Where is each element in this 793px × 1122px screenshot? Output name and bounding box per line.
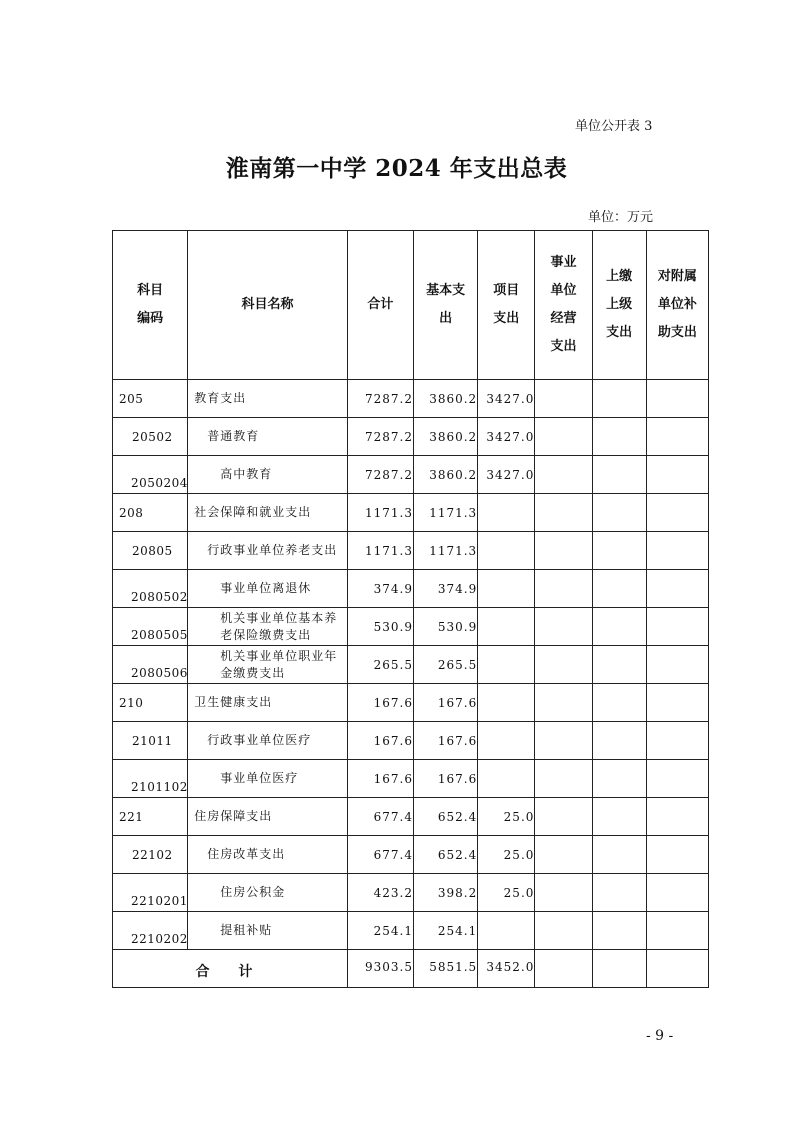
- row-project: [478, 570, 535, 608]
- row-upper: [592, 418, 646, 456]
- row-business: [535, 456, 592, 494]
- row-code: 2210202: [113, 912, 188, 950]
- table-row: [113, 570, 709, 608]
- row-total: 1171.3: [347, 532, 413, 570]
- header-total: [347, 231, 413, 380]
- row-business: [535, 494, 592, 532]
- header-business-line: 经营: [550, 311, 577, 326]
- row-code: 2050204: [113, 456, 188, 494]
- row-total: 530.9: [347, 608, 413, 646]
- row-basic: 652.4: [414, 798, 478, 836]
- row-upper: [592, 456, 646, 494]
- row-project: 25.0: [478, 798, 535, 836]
- row-project: [478, 608, 535, 646]
- row-upper: [592, 836, 646, 874]
- row-subsidy: [646, 722, 708, 760]
- row-code: 221: [113, 798, 188, 836]
- table-row: [113, 836, 709, 874]
- header-business-line: 事业: [550, 255, 577, 270]
- total-label: 合 计: [113, 950, 348, 988]
- header-code: [113, 231, 188, 380]
- row-code: 2210201: [113, 874, 188, 912]
- row-upper: [592, 874, 646, 912]
- row-subsidy: [646, 874, 708, 912]
- row-name: 提租补贴: [188, 912, 348, 950]
- total-upper: [592, 950, 646, 988]
- table-row: [113, 380, 709, 418]
- row-basic: 167.6: [414, 722, 478, 760]
- row-total: 254.1: [347, 912, 413, 950]
- header-name-line: 科目名称: [241, 297, 294, 312]
- total-total: 9303.5: [347, 950, 413, 988]
- row-subsidy: [646, 836, 708, 874]
- total-basic: 5851.5: [414, 950, 478, 988]
- table-row: [113, 608, 709, 646]
- row-subsidy: [646, 608, 708, 646]
- row-total: 1171.3: [347, 494, 413, 532]
- total-business: [535, 950, 592, 988]
- row-basic: 1171.3: [414, 494, 478, 532]
- row-total: 7287.2: [347, 418, 413, 456]
- row-business: [535, 760, 592, 798]
- expenditure-table: [112, 230, 709, 988]
- row-business: [535, 418, 592, 456]
- row-basic: 3860.2: [414, 380, 478, 418]
- row-total: 7287.2: [347, 380, 413, 418]
- row-basic: 374.9: [414, 570, 478, 608]
- row-upper: [592, 646, 646, 684]
- row-project: 25.0: [478, 836, 535, 874]
- header-project-line: 支出: [493, 311, 520, 326]
- header-basic-line: 出: [439, 311, 453, 326]
- row-name: 卫生健康支出: [188, 684, 348, 722]
- row-code: 210: [113, 684, 188, 722]
- row-total: 265.5: [347, 646, 413, 684]
- row-code: 2080505: [113, 608, 188, 646]
- row-basic: 652.4: [414, 836, 478, 874]
- row-subsidy: [646, 494, 708, 532]
- row-business: [535, 874, 592, 912]
- row-upper: [592, 684, 646, 722]
- row-code: 21011: [113, 722, 188, 760]
- row-name: 住房改革支出: [188, 836, 348, 874]
- header-business-line: 单位: [550, 283, 577, 298]
- header-subsidy: [646, 231, 708, 380]
- row-subsidy: [646, 532, 708, 570]
- row-subsidy: [646, 646, 708, 684]
- row-basic: 530.9: [414, 608, 478, 646]
- row-upper: [592, 608, 646, 646]
- header-project: [478, 231, 535, 380]
- table-row: [113, 646, 709, 684]
- total-row: [113, 950, 709, 988]
- row-name: 事业单位医疗: [188, 760, 348, 798]
- table-row: [113, 798, 709, 836]
- row-subsidy: [646, 418, 708, 456]
- header-upper-line: 上级: [606, 297, 633, 312]
- row-name: 行政事业单位养老支出: [188, 532, 348, 570]
- row-basic: 167.6: [414, 684, 478, 722]
- row-code: 2101102: [113, 760, 188, 798]
- row-name: 住房公积金: [188, 874, 348, 912]
- row-name: 社会保障和就业支出: [188, 494, 348, 532]
- page-number: - 9 -: [646, 1028, 674, 1044]
- row-project: 25.0: [478, 874, 535, 912]
- row-upper: [592, 798, 646, 836]
- row-business: [535, 912, 592, 950]
- row-total: 7287.2: [347, 456, 413, 494]
- header-code-line: 科目: [137, 283, 164, 298]
- header-total-line: 合计: [367, 297, 394, 312]
- row-business: [535, 380, 592, 418]
- row-name: 住房保障支出: [188, 798, 348, 836]
- row-name: 机关事业单位基本养老保险缴费支出: [188, 608, 348, 646]
- table-row: [113, 494, 709, 532]
- row-code: 2080502: [113, 570, 188, 608]
- row-name: 普通教育: [188, 418, 348, 456]
- row-project: [478, 722, 535, 760]
- row-project: 3427.0: [478, 456, 535, 494]
- row-name: 高中教育: [188, 456, 348, 494]
- row-code: 22102: [113, 836, 188, 874]
- header-business: [535, 231, 592, 380]
- row-total: 167.6: [347, 722, 413, 760]
- row-subsidy: [646, 912, 708, 950]
- header-upper: [592, 231, 646, 380]
- row-upper: [592, 722, 646, 760]
- row-subsidy: [646, 456, 708, 494]
- row-project: [478, 760, 535, 798]
- row-basic: 254.1: [414, 912, 478, 950]
- row-business: [535, 570, 592, 608]
- row-business: [535, 646, 592, 684]
- row-name: 行政事业单位医疗: [188, 722, 348, 760]
- row-basic: 398.2: [414, 874, 478, 912]
- row-code: 20502: [113, 418, 188, 456]
- row-total: 677.4: [347, 798, 413, 836]
- row-basic: 265.5: [414, 646, 478, 684]
- row-upper: [592, 380, 646, 418]
- row-project: [478, 532, 535, 570]
- row-basic: 1171.3: [414, 532, 478, 570]
- row-project: 3427.0: [478, 418, 535, 456]
- row-total: 167.6: [347, 684, 413, 722]
- table-row: [113, 456, 709, 494]
- row-project: [478, 684, 535, 722]
- row-subsidy: [646, 760, 708, 798]
- row-business: [535, 684, 592, 722]
- unit-label: 单位：万元: [588, 210, 654, 225]
- row-project: 3427.0: [478, 380, 535, 418]
- row-project: [478, 912, 535, 950]
- row-total: 423.2: [347, 874, 413, 912]
- row-code: 205: [113, 380, 188, 418]
- row-business: [535, 722, 592, 760]
- table-row: [113, 912, 709, 950]
- row-subsidy: [646, 684, 708, 722]
- header-subsidy-line: 对附属: [657, 269, 697, 284]
- row-basic: 3860.2: [414, 456, 478, 494]
- row-total: 677.4: [347, 836, 413, 874]
- row-project: [478, 646, 535, 684]
- row-upper: [592, 570, 646, 608]
- row-basic: 167.6: [414, 760, 478, 798]
- row-upper: [592, 912, 646, 950]
- table-row: [113, 760, 709, 798]
- table-row: [113, 684, 709, 722]
- row-subsidy: [646, 798, 708, 836]
- header-upper-line: 上缴: [606, 269, 633, 284]
- row-code: 208: [113, 494, 188, 532]
- table-row: [113, 532, 709, 570]
- row-name: 事业单位离退休: [188, 570, 348, 608]
- header-upper-line: 支出: [606, 325, 633, 340]
- page-title: 淮南第一中学 2024 年支出总表: [225, 155, 568, 182]
- row-total: 374.9: [347, 570, 413, 608]
- row-business: [535, 532, 592, 570]
- row-total: 167.6: [347, 760, 413, 798]
- table-body: [113, 380, 709, 950]
- header-basic: [414, 231, 478, 380]
- row-subsidy: [646, 380, 708, 418]
- total-project: 3452.0: [478, 950, 535, 988]
- header-subsidy-line: 助支出: [657, 325, 697, 340]
- form-label: 单位公开表 3: [575, 119, 653, 134]
- row-business: [535, 798, 592, 836]
- header-code-line: 编码: [137, 311, 164, 326]
- row-subsidy: [646, 570, 708, 608]
- header-row: [113, 231, 709, 380]
- row-upper: [592, 760, 646, 798]
- header-subsidy-line: 单位补: [657, 297, 697, 312]
- row-name: 教育支出: [188, 380, 348, 418]
- row-business: [535, 836, 592, 874]
- table-row: [113, 418, 709, 456]
- header-basic-line: 基本支: [426, 283, 466, 298]
- row-name: 机关事业单位职业年金缴费支出: [188, 646, 348, 684]
- header-project-line: 项目: [493, 283, 520, 298]
- total-subsidy: [646, 950, 708, 988]
- row-code: 2080506: [113, 646, 188, 684]
- header-name: [188, 231, 348, 380]
- row-upper: [592, 494, 646, 532]
- row-project: [478, 494, 535, 532]
- row-upper: [592, 532, 646, 570]
- row-basic: 3860.2: [414, 418, 478, 456]
- table-row: [113, 722, 709, 760]
- row-business: [535, 608, 592, 646]
- row-code: 20805: [113, 532, 188, 570]
- header-business-line: 支出: [550, 339, 577, 354]
- table-row: [113, 874, 709, 912]
